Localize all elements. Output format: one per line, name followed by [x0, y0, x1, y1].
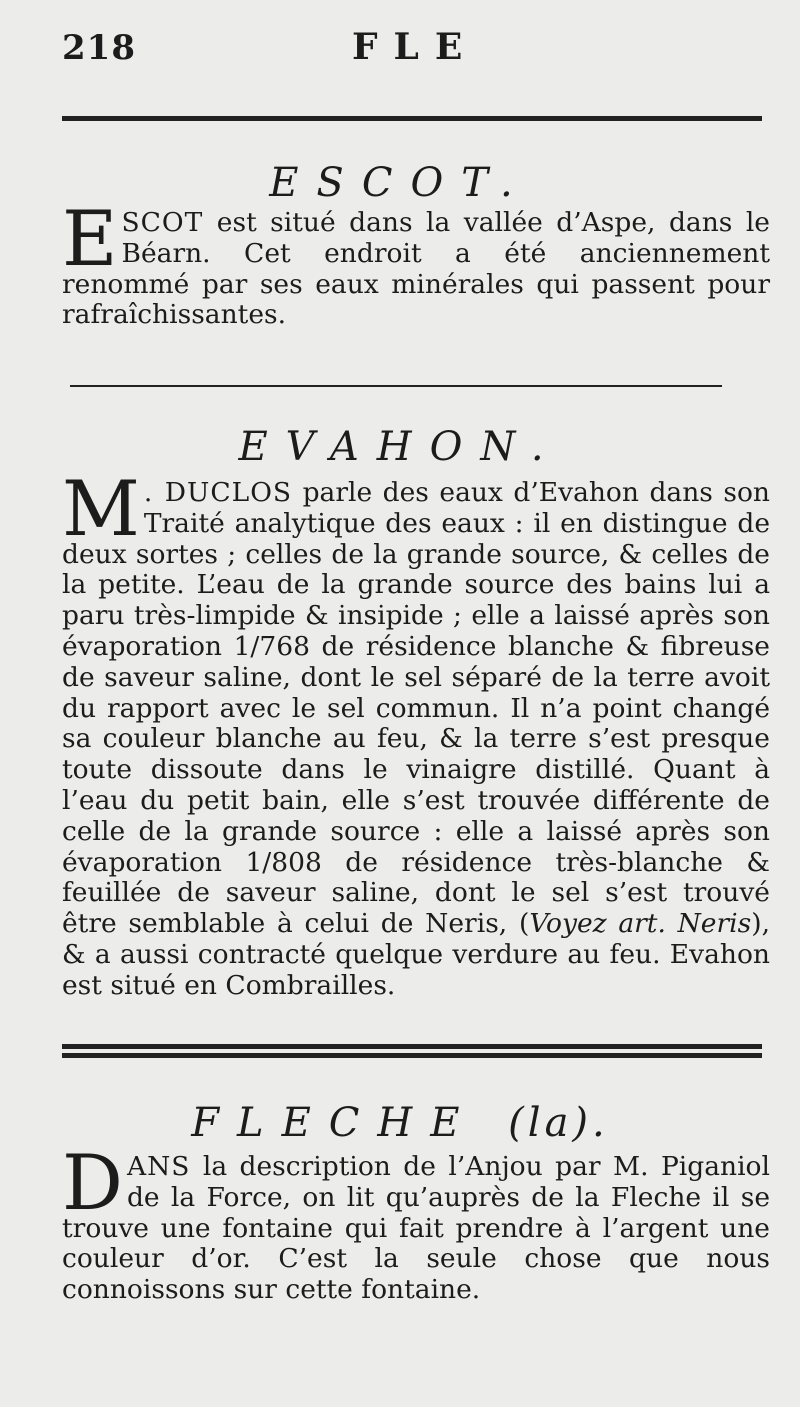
cross-reference: Voyez art. Neris	[529, 908, 752, 940]
title-word: FLECHE	[191, 1100, 478, 1146]
lead-word: . DUCLOS	[143, 477, 293, 508]
header-rule	[62, 116, 762, 121]
dropcap: D	[62, 1138, 123, 1227]
entry-title-escot: ESCOT.	[269, 160, 531, 206]
section-rule	[70, 385, 722, 387]
lead-word: SCOT	[121, 207, 204, 238]
entry-text: la description de l’Anjou par M. Piganiol de la Force, on lit qu’auprès de la Fleche il se trouve une fontaine qui fait prendre à l’argent une couleur d’or. C’est la seule chose que nous connoissons sur cette fontaine.	[62, 1151, 770, 1306]
lead-word: ANS	[126, 1151, 191, 1182]
entry-body-escot	[62, 194, 770, 331]
page-number: 218	[62, 28, 136, 68]
entry-title-evahon: EVAHON.	[238, 424, 562, 470]
entry-body-fleche	[62, 1138, 770, 1306]
entry-text: ), & a aussi contracté quelque verdure au feu. Evahon est situé en Combrailles.	[62, 908, 771, 1001]
entry-text: parle des eaux d’Evahon dans son Traité analytique des eaux : il en distingue de deux sortes ; celles de la grande source, & celles de la petite. L’eau de la grande source des bains lui a paru très-limpide & insipide ; elle a laissé après son évaporation 1/768 de résidence blanche & fibreuse de saveur saline, dont le sel séparé de la terre avoit du rapport avec le sel commun. Il n’a point changé sa couleur blanche au feu, & la terre s’est presque toute dissoute dans le vinaigre distillé. Quant à l’eau du petit bain, elle s’est trouvée différente de celle de la grande source : elle a laissé après son évaporation 1/808 de résidence très-blanche & feuillée de saveur saline, dont le sel s’est trouvé être semblable à celui de Neris, (	[62, 477, 770, 940]
entry-body-evahon	[62, 464, 771, 1002]
dropcap: M	[62, 464, 140, 553]
title-parenthetical: (la).	[508, 1100, 609, 1146]
dropcap: E	[62, 194, 118, 283]
section-double-rule	[62, 1044, 762, 1058]
running-head	[62, 24, 760, 74]
running-head-word: FLE	[352, 26, 479, 68]
entry-text: est situé dans la vallée d’Aspe, dans le Béarn. Cet endroit a été anciennement renommé par ses eaux minérales qui passent pour rafraîchissantes.	[62, 207, 770, 331]
